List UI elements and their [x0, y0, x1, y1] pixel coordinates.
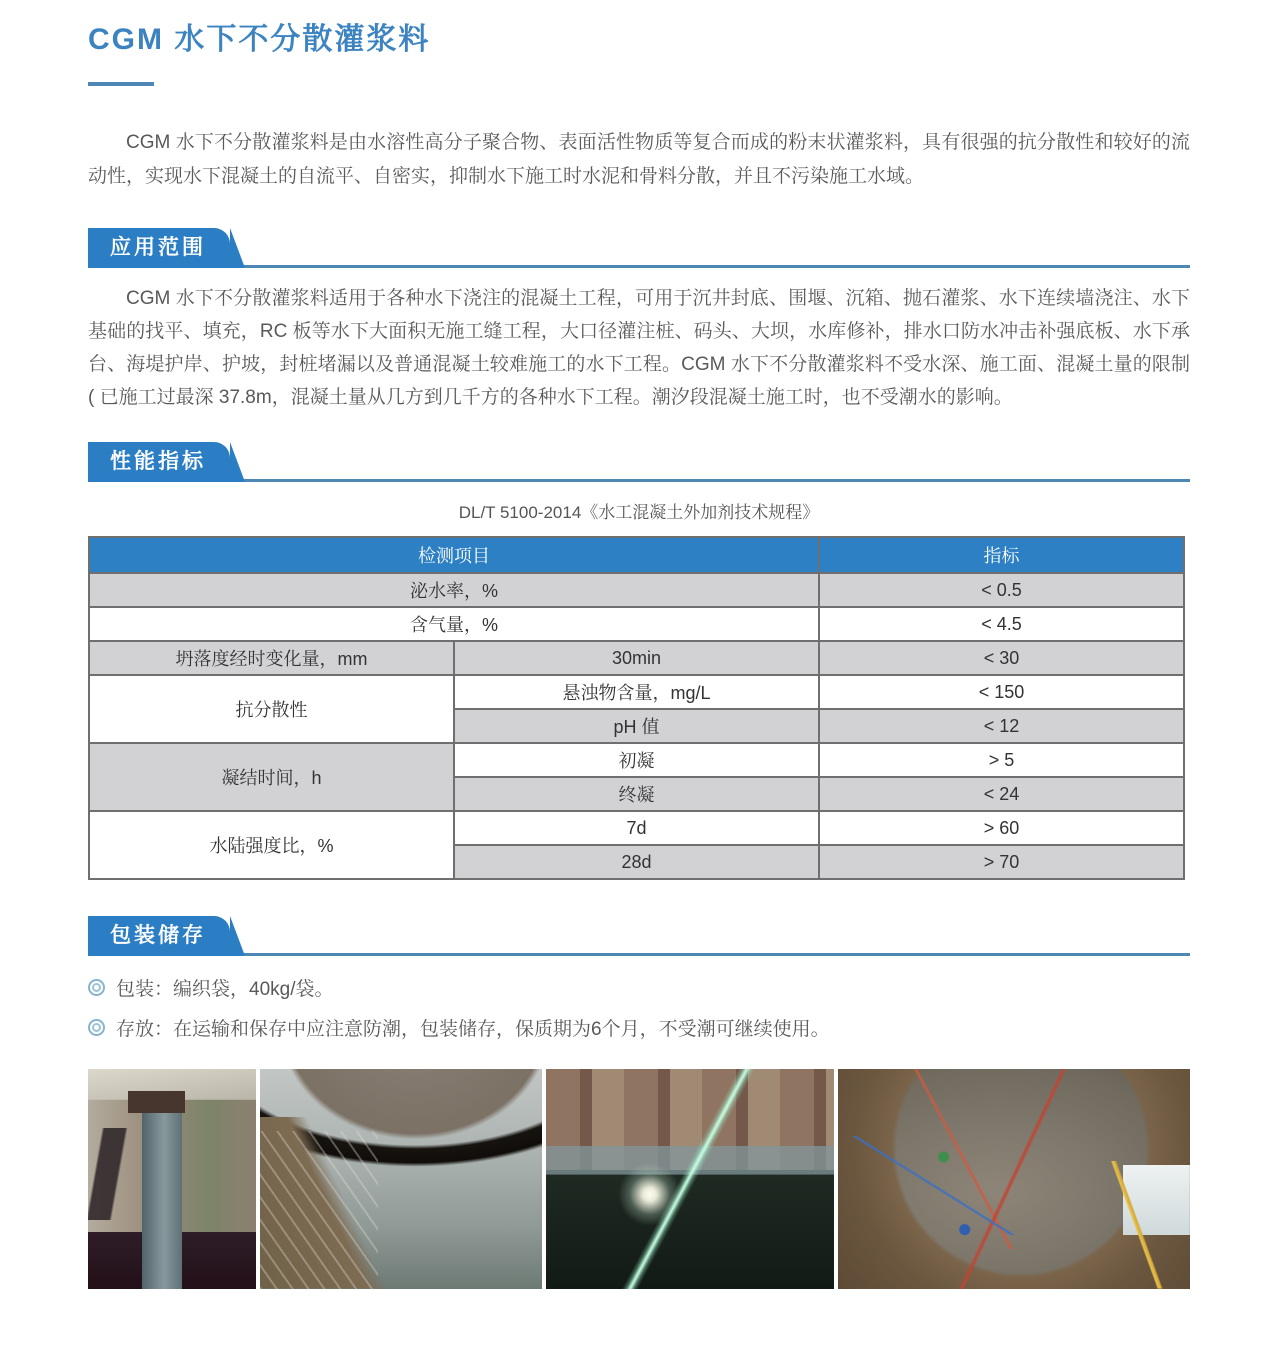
table-cell: 7d — [454, 811, 819, 845]
performance-table — [88, 536, 1185, 880]
list-item — [88, 1014, 1190, 1041]
photo-strip — [88, 1069, 1190, 1289]
section-header-rule — [88, 916, 1190, 956]
table-cell: < 150 — [819, 675, 1184, 709]
bullseye-bullet-icon — [88, 1019, 105, 1036]
table-row — [89, 607, 1184, 641]
table-cell: 30min — [454, 641, 819, 675]
table-cell: 抗分散性 — [89, 675, 454, 743]
section-packaging — [88, 916, 1190, 1041]
table-cell: < 30 — [819, 641, 1184, 675]
title-underline — [88, 82, 154, 86]
table-cell: > 5 — [819, 743, 1184, 777]
table-cell: < 0.5 — [819, 573, 1184, 607]
section-application — [88, 228, 1190, 414]
list-item — [88, 974, 1190, 1001]
table-cell: > 70 — [819, 845, 1184, 879]
section-performance — [88, 442, 1190, 880]
table-cell: 初凝 — [454, 743, 819, 777]
table-cell: 凝结时间，h — [89, 743, 454, 811]
table-cell: pH 值 — [454, 709, 819, 743]
table-header-cell: 检测项目 — [89, 537, 819, 573]
table-cell: 悬浊物含量，mg/L — [454, 675, 819, 709]
section-heading-badge: 应用范围 — [88, 228, 230, 268]
page-title: CGM 水下不分散灌浆料 — [88, 23, 431, 56]
table-row — [89, 743, 1184, 777]
table-row — [89, 811, 1184, 845]
bullet-text: 存放：在运输和保存中应注意防潮，包装储存，保质期为6个月，不受潮可继续使用。 — [116, 1019, 830, 1040]
photo-pier-underside-column — [88, 1069, 256, 1289]
table-cell: < 24 — [819, 777, 1184, 811]
standard-caption: DL/T 5100-2014《水工混凝土外加剂技术规程》 — [458, 503, 820, 522]
table-cell: < 12 — [819, 709, 1184, 743]
section-heading-badge: 包装储存 — [88, 916, 230, 956]
document-page — [88, 14, 1190, 1289]
bullet-text: 包装：编织袋，40kg/袋。 — [116, 979, 334, 1000]
section-header-rule — [88, 442, 1190, 482]
table-cell: 坍落度经时变化量，mm — [89, 641, 454, 675]
section-header-rule — [88, 228, 1190, 268]
table-header-cell: 指标 — [819, 537, 1184, 573]
table-cell: < 4.5 — [819, 607, 1184, 641]
table-cell: 终凝 — [454, 777, 819, 811]
packaging-list — [88, 974, 1190, 1041]
table-row — [89, 641, 1184, 675]
application-paragraph: CGM 水下不分散灌浆料适用于各种水下浇注的混凝土工程，可用于沉井封底、围堰、沉箱、抛石灌浆、水下连续墙浇注、水下基础的找平、填充，RC 板等水下大面积无施工缝工程，大口径灌注桩、码头、大坝，水库修补，排水口防水冲击补强底板、水下承台、海堤护岸、护坡，封桩堵漏以及普通混凝土较难施工的水下工程。CGM 水下不分散灌浆料不受水深、施工面、混凝土量的限制 ( 已施工过最深 37.8m，混凝土量从几方到几千方的各种水下工程。潮汐段混凝土施工时，也不受潮水的影响。 — [88, 288, 1190, 408]
table-cell: 水陆强度比，% — [89, 811, 454, 879]
table-cell: 含气量，% — [89, 607, 819, 641]
table-row — [89, 573, 1184, 607]
photo-concrete-pile-closeup — [260, 1069, 542, 1289]
section-heading-badge: 性能指标 — [88, 442, 230, 482]
table-cell: > 60 — [819, 811, 1184, 845]
photo-underwater-piers-laser — [546, 1069, 834, 1289]
intro-paragraph: CGM 水下不分散灌浆料是由水溶性高分子聚合物、表面活性物质等复合而成的粉末状灌浆料，具有很强的抗分散性和较好的流动性，实现水下混凝土的自流平、自密实，抑制水下施工时水泥和骨料分散，并且不污染施工水域。 — [88, 132, 1190, 187]
photo-muddy-caisson-pit — [838, 1069, 1190, 1289]
table-cell: 泌水率，% — [89, 573, 819, 607]
bullseye-bullet-icon — [88, 979, 105, 996]
table-cell: 28d — [454, 845, 819, 879]
table-row — [89, 675, 1184, 709]
